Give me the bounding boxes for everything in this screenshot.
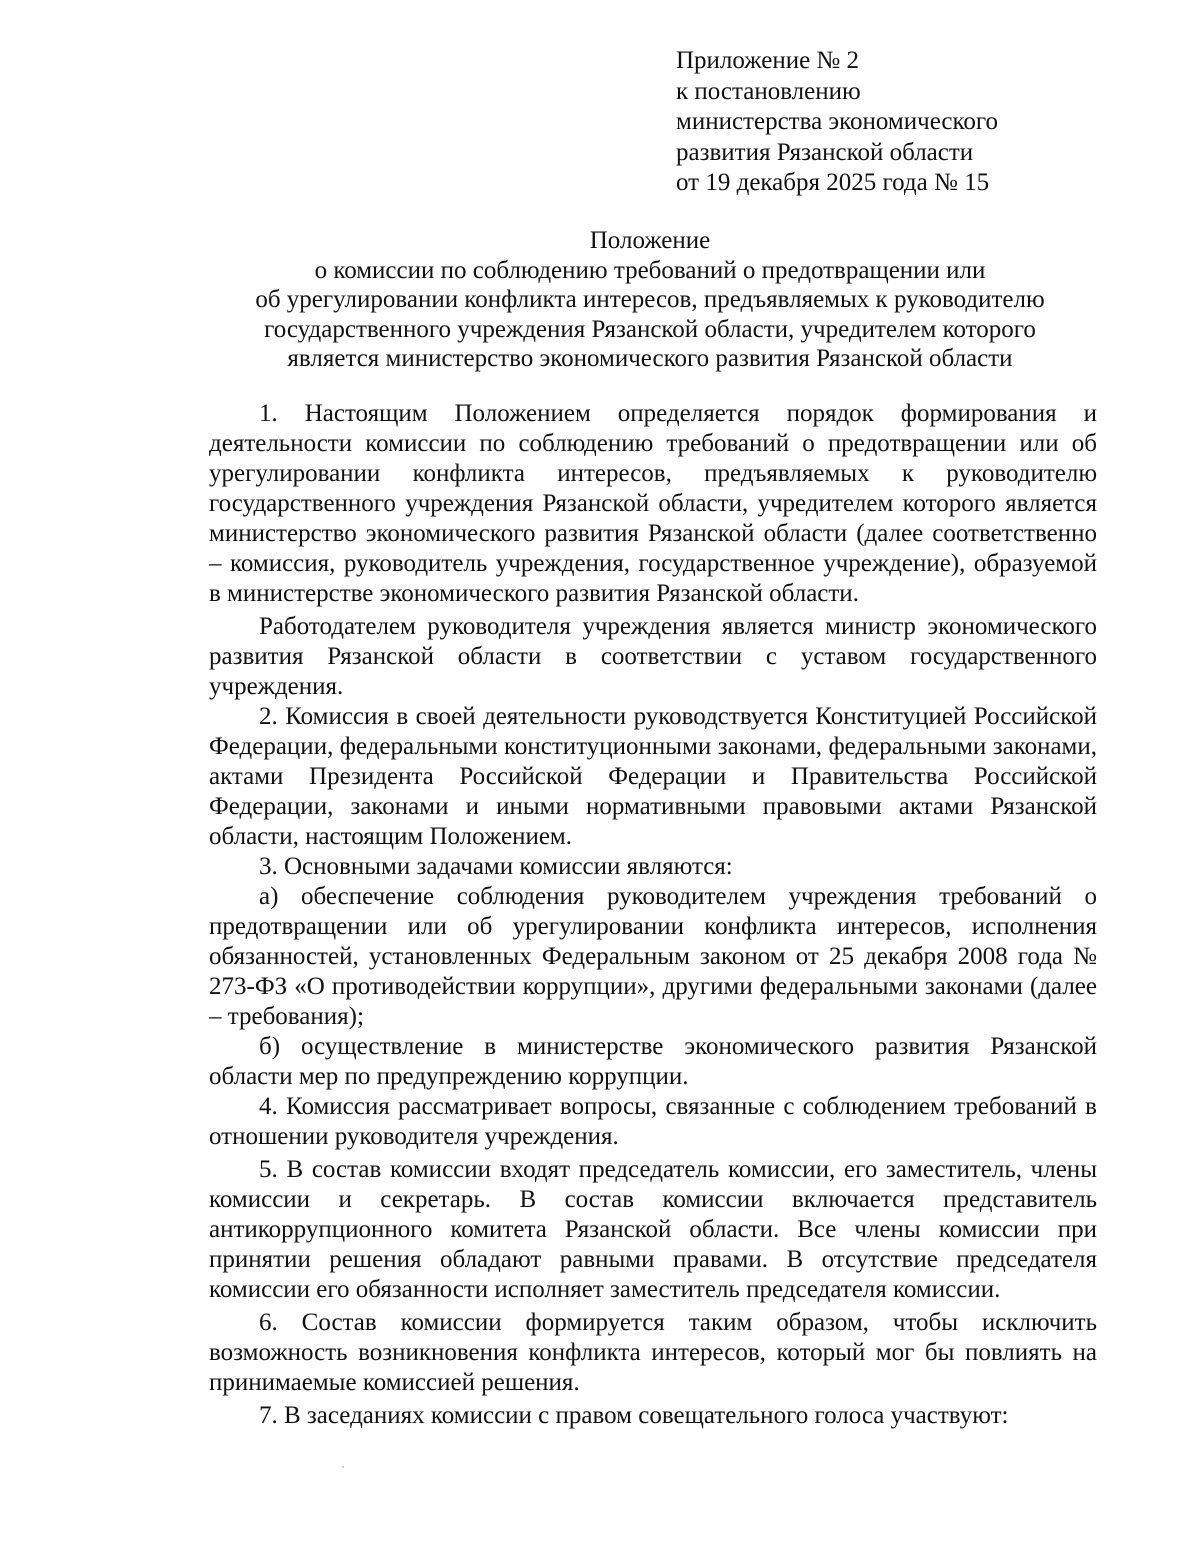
title-line: государственного учреждения Рязанской области, учредителем которого	[264, 315, 1036, 343]
title-heading: Положение	[589, 227, 711, 254]
appendix-line: развития Рязанской области	[676, 138, 974, 166]
paragraph-3a: а) обеспечение соблюдения руководителем учреждения требований о предотвращении или об урегулировании конфликта интересов, исполнения обязанностей, установленных Федеральным законом от 25 декабря 2008 года № 273-ФЗ «О противодействии коррупции», другими федеральными законами (далее – требования);	[209, 883, 1097, 1030]
appendix-header	[676, 46, 1156, 199]
paragraph-4: 4. Комиссия рассматривает вопросы, связанные с соблюдением требований в отношении руководителя учреждения.	[209, 1093, 1097, 1150]
appendix-line: от 19 декабря 2025 года № 15	[676, 169, 990, 196]
paragraph-6: 6. Состав комиссии формируется таким образом, чтобы исключить возможность возникновения конфликта интересов, который мог бы повлиять на принимаемые комиссией решения.	[209, 1309, 1097, 1396]
paragraph-3: 3. Основными задачами комиссии являются:	[259, 853, 733, 880]
paragraph-1: 1. Настоящим Положением определяется порядок формирования и деятельности комиссии по соблюдению требований о предотвращении или об урегулировании конфликта интересов, предъявляемых к руководителю государственного учреждения Рязанской области, учредителем которого является министерство экономического развития Рязанской области (далее соответственно – комиссия, руководитель учреждения, государственное учреждение), образуемой в министерстве экономического развития Рязанской области.	[209, 400, 1097, 607]
appendix-line: Приложение № 2	[676, 47, 860, 74]
paragraph-2: 2. Комиссия в своей деятельности руководствуется Конституцией Российской Федерации, федеральными конституционными законами, федеральными законами, актами Президента Российской Федерации и Правительства Российской Федерации, законами и иными нормативными правовыми актами Рязанской области, настоящим Положением.	[209, 703, 1097, 850]
paragraph-5: 5. В состав комиссии входят председатель комиссии, его заместитель, члены комиссии и секретарь. В состав комиссии включается представитель антикоррупционного комитета Рязанской области. Все члены комиссии при принятии решения обладают равными правами. В отсутствие председателя комиссии его обязанности исполняет заместитель председателя комиссии.	[209, 1156, 1097, 1303]
paragraph-7: 7. В заседаниях комиссии с правом совещательного голоса участвуют:	[259, 1402, 1009, 1429]
title-line: о комиссии по соблюдению требований о предотвращении или	[314, 256, 986, 284]
document-body	[209, 399, 1097, 1431]
appendix-line: к постановлению	[676, 77, 861, 105]
paragraph-3b: б) осуществление в министерстве экономического развития Рязанской области мер по предупреждению коррупции.	[209, 1033, 1097, 1090]
paragraph-employer: Работодателем руководителя учреждения является министр экономического развития Рязанской области в соответствии с уставом государственного учреждения.	[209, 613, 1097, 700]
title-line: об урегулировании конфликта интересов, предъявляемых к руководителю	[255, 286, 1045, 313]
appendix-line: министерства экономического	[676, 108, 999, 135]
scan-speck	[342, 1466, 344, 1468]
title-line: является министерство экономического развития Рязанской области	[287, 345, 1013, 372]
document-title	[200, 226, 1100, 374]
